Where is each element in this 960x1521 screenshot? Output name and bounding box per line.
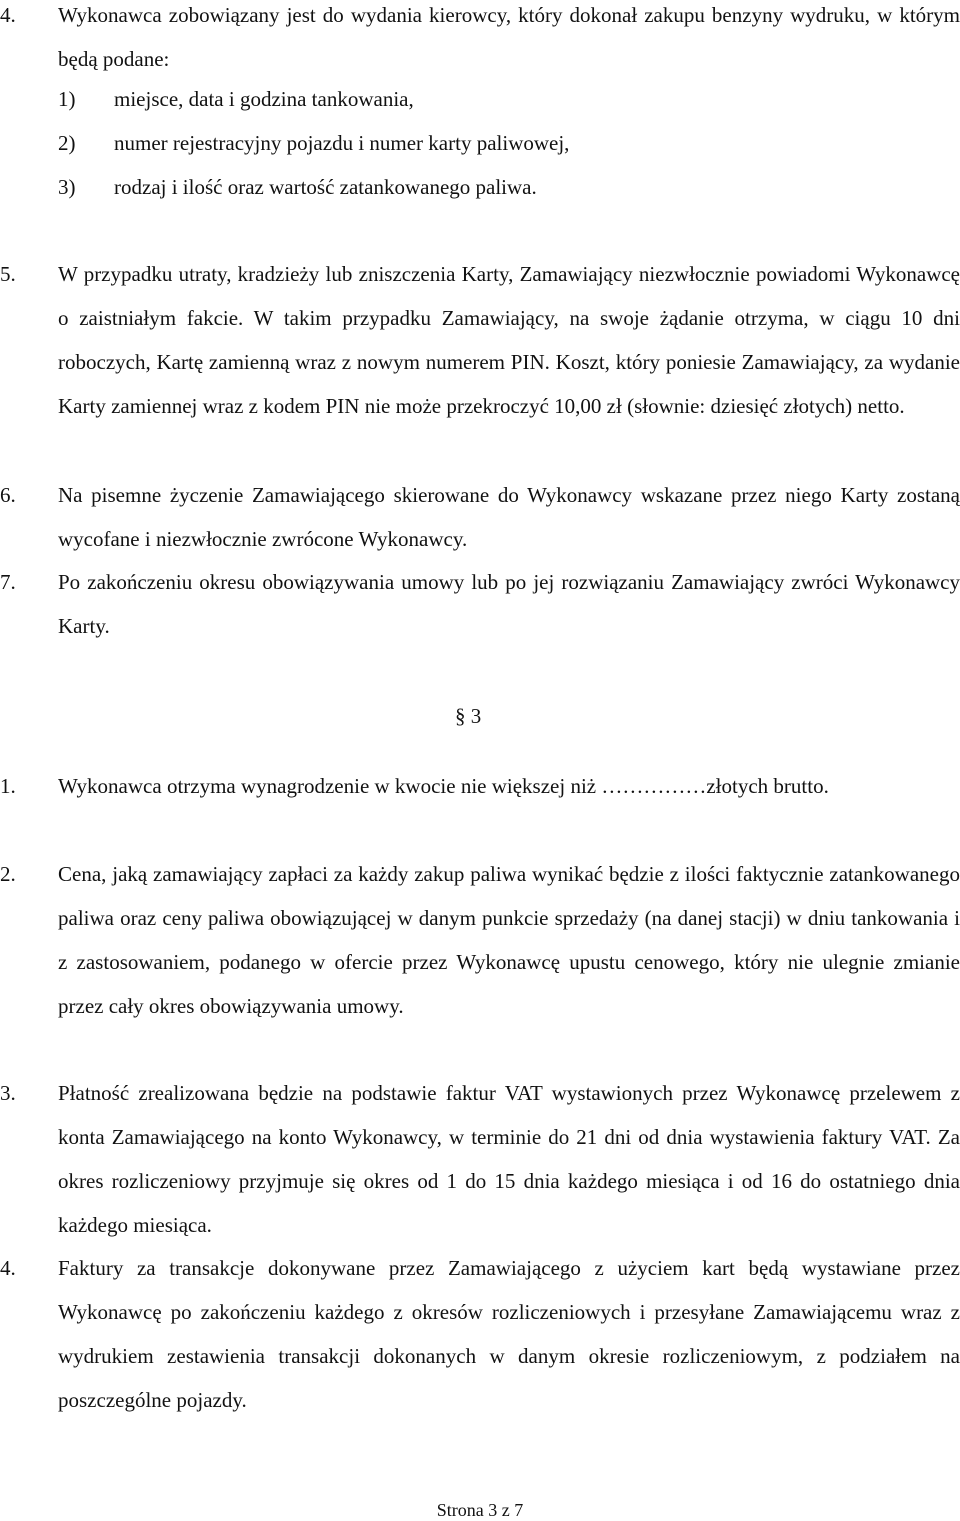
s3-item-4: [0, 1246, 960, 1422]
clause-number: 4.: [0, 1256, 16, 1280]
clause-text: Cena, jaką zamawiający zapłaci za każdy zakup paliwa wynikać będzie z ilości faktycznie zatankowanego paliwa oraz ceny paliwa obowiązującej w danym punkcie sprzedaży (na danej stacji) w dniu tankowania i z zastosowaniem, podanego w ofercie przez Wykonawcę upustu cenowego, który nie ulegnie zmianie przez cały okres obowiązywania umowy.: [58, 862, 960, 1018]
clause-number: 3.: [0, 1081, 16, 1105]
s3-item-3: [0, 1071, 960, 1247]
s3-item-2: [0, 852, 960, 1028]
clause-text: Wykonawca zobowiązany jest do wydania kierowcy, który dokonał zakupu benzyny wydruku, w którym będą podane:: [58, 3, 960, 71]
clause-number: 2.: [0, 862, 16, 886]
subitem-2: [58, 121, 569, 165]
clause-number: 5.: [0, 262, 16, 286]
clause-item-7: [0, 560, 960, 648]
subitem-text: rodzaj i ilość oraz wartość zatankowanego paliwa.: [114, 175, 537, 199]
subitem-3: [58, 165, 537, 209]
subitem-1: [58, 77, 414, 121]
subitem-number: 1): [58, 87, 76, 111]
clause-text: Wykonawca otrzyma wynagrodzenie w kwocie nie większej niż ……………złotych brutto.: [58, 774, 829, 798]
page-footer: Strona 3 z 7: [436, 1500, 524, 1520]
subitem-number: 2): [58, 131, 76, 155]
clause-item-6: [0, 473, 960, 561]
clause-text: Płatność zrealizowana będzie na podstawie faktur VAT wystawionych przez Wykonawcę przelewem z konta Zamawiającego na konto Wykonawcy, w terminie do 21 dni od dnia wystawienia faktury VAT. Za okres rozliczeniowy przyjmuje się okres od 1 do 15 dnia każdego miesiąca i od 16 do ostatniego dnia każdego miesiąca.: [58, 1081, 960, 1237]
clause-item-4: [0, 0, 960, 81]
clause-number: 6.: [0, 483, 16, 507]
clause-number: 7.: [0, 570, 16, 594]
clause-text: Po zakończeniu okresu obowiązywania umowy lub po jej rozwiązaniu Zamawiający zwróci Wykonawcy Karty.: [58, 570, 960, 638]
s3-item-1: [0, 764, 960, 808]
clause-text: Faktury za transakcje dokonywane przez Zamawiającego z użyciem kart będą wystawiane przez Wykonawcę po zakończeniu każdego z okresów rozliczeniowych i przesyłane Zamawiającemu wraz z wydrukiem zestawienia transakcji dokonanych w danym okresie rozliczeniowym, z podziałem na poszczególne pojazdy.: [58, 1256, 960, 1412]
subitem-text: miejsce, data i godzina tankowania,: [114, 87, 414, 111]
subitem-text: numer rejestracyjny pojazdu i numer karty paliwowej,: [114, 131, 570, 155]
clause-item-5: [0, 252, 960, 428]
clause-text: W przypadku utraty, kradzieży lub zniszczenia Karty, Zamawiający niezwłocznie powiadomi Wykonawcę o zaistniałym fakcie. W takim przypadku Zamawiający, na swoje żądanie otrzyma, w ciągu 10 dni roboczych, Kartę zamienną wraz z nowym numerem PIN. Koszt, który poniesie Zamawiający, za wydanie Karty zamiennej wraz z kodem PIN nie może przekroczyć 10,00 zł (słownie: dziesięć złotych) netto.: [58, 262, 960, 418]
clause-text: Na pisemne życzenie Zamawiającego skierowane do Wykonawcy wskazane przez niego Karty zostaną wycofane i niezwłocznie zwrócone Wykonawcy.: [58, 483, 960, 551]
section-heading: § 3: [455, 704, 482, 728]
clause-number: 4.: [0, 3, 16, 27]
clause-number: 1.: [0, 774, 16, 798]
subitem-number: 3): [58, 175, 76, 199]
